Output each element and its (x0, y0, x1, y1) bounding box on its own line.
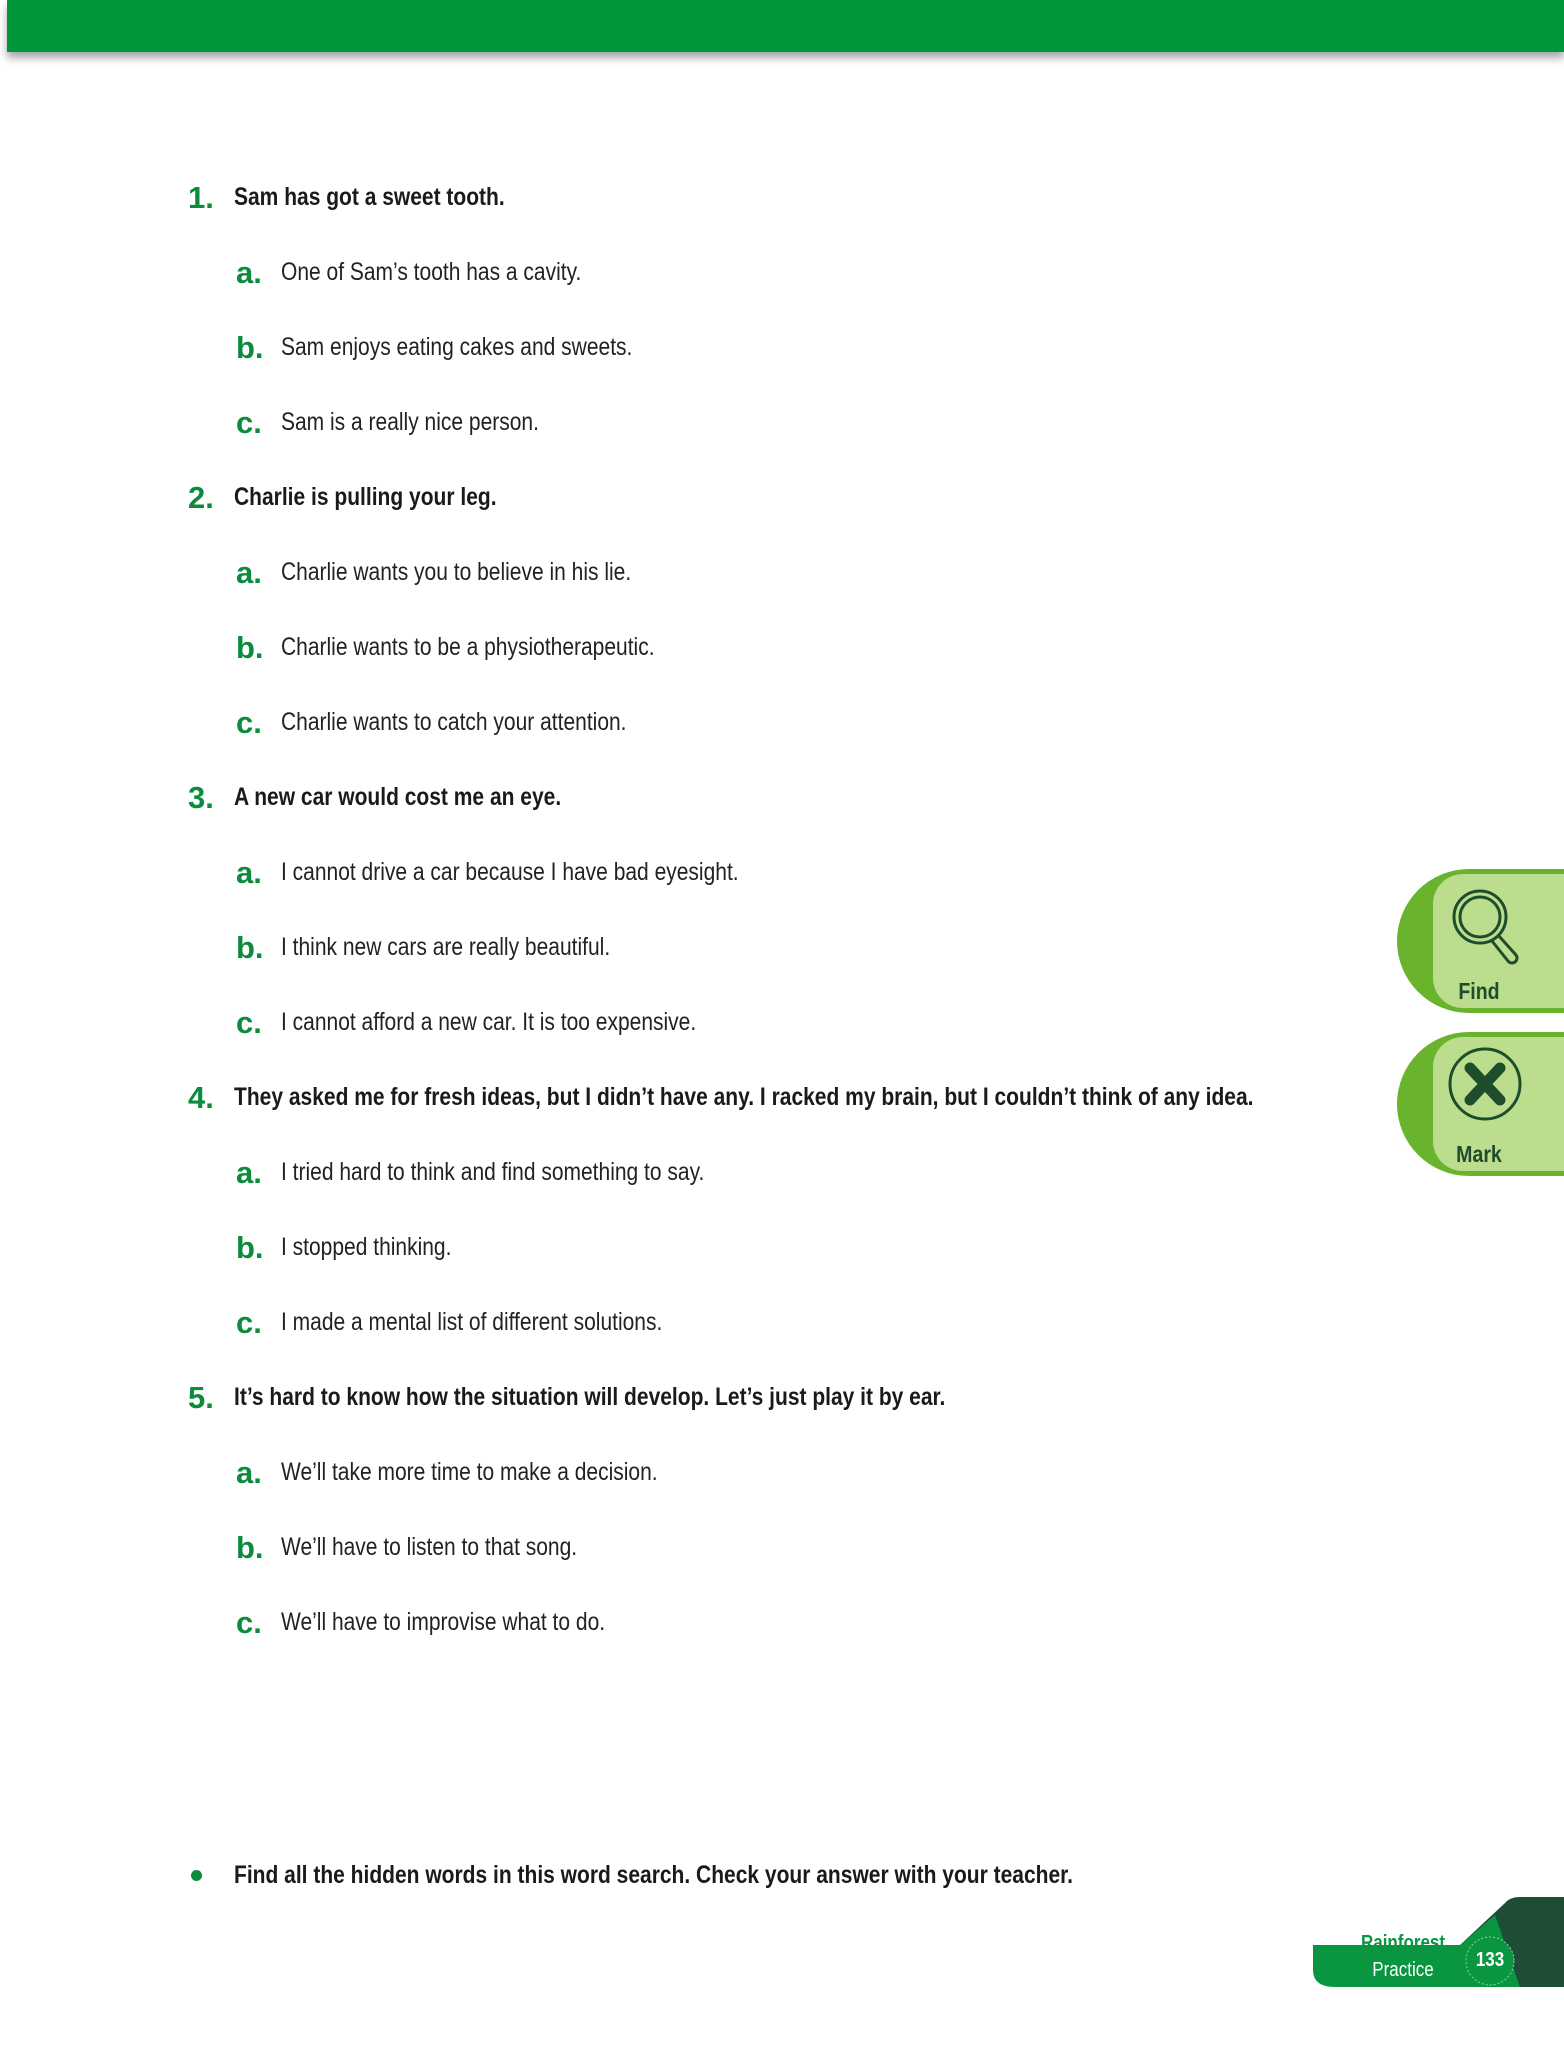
option-text: Sam enjoys eating cakes and sweets. (281, 333, 633, 361)
option-letter: c. (236, 404, 262, 440)
option-row[interactable] (0, 685, 1380, 760)
option-text: I made a mental list of different solutions. (281, 1308, 663, 1336)
option-text: I stopped thinking. (281, 1233, 452, 1261)
option-row[interactable] (0, 310, 1380, 385)
option-letter: c. (236, 704, 262, 740)
option-row[interactable] (0, 1585, 1380, 1660)
question-row (0, 160, 1380, 235)
option-text: Charlie wants you to believe in his lie. (281, 558, 632, 586)
question-row (0, 1060, 1380, 1135)
x-circle-icon (1440, 1046, 1530, 1128)
find-label: Find (1458, 978, 1500, 1004)
option-row[interactable] (0, 910, 1380, 985)
question-number: 1. (188, 179, 214, 215)
option-text: I tried hard to think and find something to say. (281, 1158, 705, 1186)
option-row[interactable] (0, 985, 1380, 1060)
option-row[interactable] (0, 1210, 1380, 1285)
option-text: I think new cars are really beautiful. (281, 933, 611, 961)
question-text: It’s hard to know how the situation will develop. Let’s just play it by ear. (234, 1383, 946, 1411)
option-text: We’ll take more time to make a decision. (281, 1458, 658, 1486)
question-row (0, 760, 1380, 835)
option-letter: b. (236, 1529, 264, 1565)
footer-subtitle: Practice (1372, 1959, 1434, 1981)
option-row[interactable] (0, 1135, 1380, 1210)
option-letter: c. (236, 1604, 262, 1640)
find-button[interactable] (1397, 869, 1564, 1013)
instruction-text: Find all the hidden words in this word search. Check your answer with your teacher. (234, 1860, 1074, 1889)
option-text: We’ll have to improvise what to do. (281, 1608, 606, 1636)
option-text: Sam is a really nice person. (281, 408, 539, 436)
option-text: We’ll have to listen to that song. (281, 1533, 578, 1561)
footer-title: Rainforest (1360, 1932, 1446, 1954)
question-number: 2. (188, 479, 214, 515)
question-list (0, 160, 1380, 1660)
option-row[interactable] (0, 1510, 1380, 1585)
option-letter: a. (236, 1454, 262, 1490)
option-letter: a. (236, 554, 262, 590)
question-text: Charlie is pulling your leg. (234, 483, 497, 511)
option-letter: a. (236, 254, 262, 290)
option-letter: b. (236, 1229, 264, 1265)
question-number: 4. (188, 1079, 214, 1115)
mark-button[interactable] (1397, 1032, 1564, 1176)
option-row[interactable] (0, 610, 1380, 685)
question-text: Sam has got a sweet tooth. (234, 183, 505, 211)
option-row[interactable] (0, 385, 1380, 460)
option-text: Charlie wants to catch your attention. (281, 708, 627, 736)
page-number: 133 (1475, 1949, 1505, 1971)
option-letter: c. (236, 1304, 262, 1340)
bullet-icon (191, 1870, 202, 1881)
option-letter: a. (236, 1154, 262, 1190)
mark-label: Mark (1456, 1141, 1502, 1167)
option-letter: b. (236, 629, 264, 665)
option-row[interactable] (0, 235, 1380, 310)
option-row[interactable] (0, 1285, 1380, 1360)
option-row[interactable] (0, 835, 1380, 910)
top-banner (7, 0, 1564, 52)
question-row (0, 1360, 1380, 1435)
option-text: I cannot drive a car because I have bad eyesight. (281, 858, 739, 886)
question-number: 3. (188, 779, 214, 815)
question-number: 5. (188, 1379, 214, 1415)
option-text: Charlie wants to be a physiotherapeutic. (281, 633, 655, 661)
option-row[interactable] (0, 1435, 1380, 1510)
option-letter: b. (236, 329, 264, 365)
question-text: They asked me for fresh ideas, but I didn’t have any. I racked my brain, but I couldn’t think of any idea. (234, 1083, 1254, 1111)
question-text: A new car would cost me an eye. (234, 783, 562, 811)
page-footer (1310, 1895, 1564, 1995)
option-letter: a. (236, 854, 262, 890)
option-row[interactable] (0, 535, 1380, 610)
option-letter: b. (236, 929, 264, 965)
option-letter: c. (236, 1004, 262, 1040)
magnifier-icon (1440, 883, 1530, 965)
option-text: I cannot afford a new car. It is too expensive. (281, 1008, 697, 1036)
question-row (0, 460, 1380, 535)
option-text: One of Sam’s tooth has a cavity. (281, 258, 582, 286)
